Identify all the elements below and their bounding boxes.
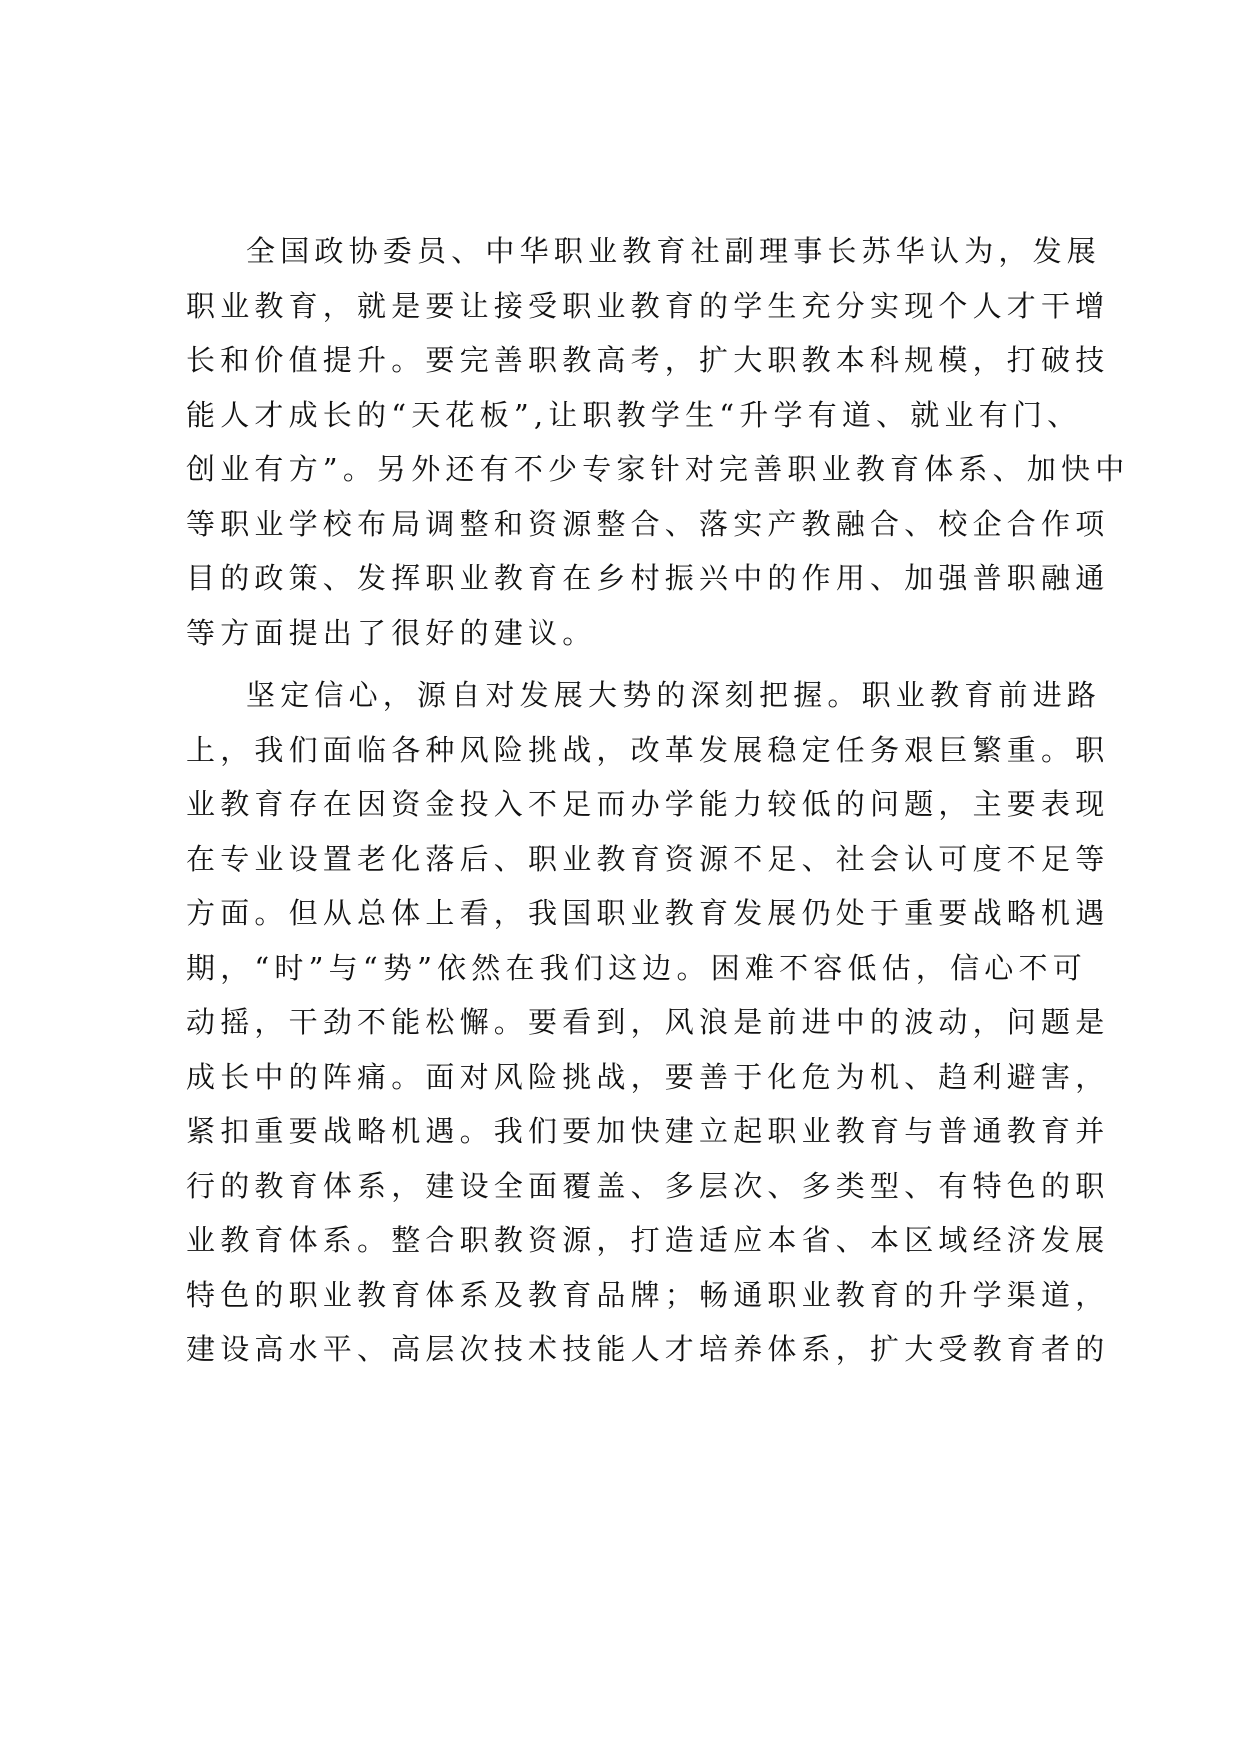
paragraph-line: 业教育体系。整合职教资源，打造适应本省、本区域经济发展 [186, 1223, 1110, 1257]
paragraph-line: 在专业设置老化落后、职业教育资源不足、社会认可度不足等 [186, 841, 1110, 876]
paragraph-line: 目的政策、发挥职业教育在乡村振兴中的作用、加强普职融通 [186, 561, 1110, 595]
paragraph-line: 紧扣重要战略机遇。我们要加快建立起职业教育与普通教育并 [186, 1114, 1110, 1148]
paragraph-line: 等方面提出了很好的建议。 [186, 615, 597, 650]
paragraph-line: 方面。但从总体上看，我国职业教育发展仍处于重要战略机遇 [186, 896, 1110, 930]
document-body [186, 224, 1130, 1377]
paragraph-line: 动摇，干劲不能松懈。要看到，风浪是前进中的波动，问题是 [186, 1005, 1110, 1039]
paragraph-line: 能人才成长的“天花板”,让职教学生“升学有道、就业有门、 [186, 397, 1082, 432]
paragraph-line: 坚定信心，源自对发展大势的深刻把握。职业教育前进路 [246, 678, 1102, 712]
paragraph-line: 特色的职业教育体系及教育品牌；畅通职业教育的升学渠道， [186, 1277, 1110, 1312]
paragraph-line: 全国政协委员、中华职业教育社副理事长苏华认为，发展 [246, 234, 1102, 268]
paragraph-line: 业教育存在因资金投入不足而办学能力较低的问题，主要表现 [186, 787, 1110, 821]
paragraph-line: 期，“时”与“势”依然在我们这边。困难不容低估，信心不可 [186, 950, 1087, 985]
paragraph-2 [186, 668, 1110, 1377]
paragraph-line: 成长中的阵痛。面对风险挑战，要善于化危为机、趋利避害， [186, 1059, 1110, 1094]
paragraph-line: 长和价值提升。要完善职教高考，扩大职教本科规模，打破技 [186, 343, 1110, 377]
paragraph-1 [186, 224, 1130, 660]
paragraph-line: 建设高水平、高层次技术技能人才培养体系，扩大受教育者的 [186, 1332, 1110, 1366]
paragraph-line: 上，我们面临各种风险挑战，改革发展稳定任务艰巨繁重。职 [186, 732, 1110, 767]
paragraph-line: 创业有方”。另外还有不少专家针对完善职业教育体系、加快中 [186, 452, 1130, 486]
paragraph-line: 职业教育，就是要让接受职业教育的学生充分实现个人才干增 [186, 288, 1110, 323]
paragraph-line: 等职业学校布局调整和资源整合、落实产教融合、校企合作项 [186, 506, 1110, 541]
paragraph-line: 行的教育体系，建设全面覆盖、多层次、多类型、有特色的职 [186, 1168, 1110, 1203]
